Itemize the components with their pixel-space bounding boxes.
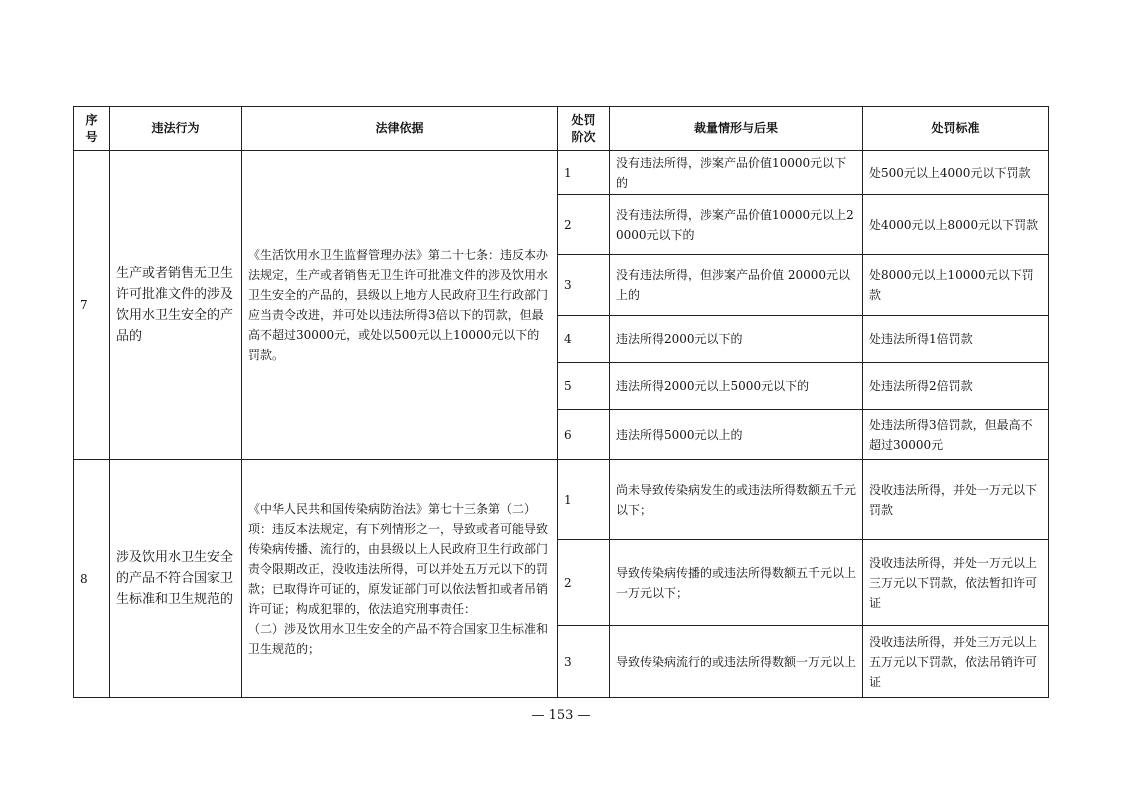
circumstance-cell: 导致传染病流行的或违法所得数额一万元以上: [610, 626, 863, 698]
penalty-standard-table: [73, 106, 1049, 698]
header-level-line-2: 阶次: [571, 129, 596, 144]
violation-behavior: 涉及饮用水卫生安全的产品不符合国家卫生标准和卫生规范的: [110, 460, 242, 698]
penalty-level: 6: [558, 410, 610, 460]
circumstance-cell: 没有违法所得，涉案产品价值10000元以上20000元以下的: [610, 195, 863, 255]
circumstance-cell: 违法所得5000元以上的: [610, 410, 863, 460]
penalty-level: 1: [558, 151, 610, 195]
penalty-standard-cell: 处违法所得3倍罚款，但最高不超过30000元: [863, 410, 1049, 460]
penalty-level: 3: [558, 255, 610, 316]
penalty-standard-cell: 处违法所得1倍罚款: [863, 316, 1049, 363]
legal-basis-text: 《中华人民共和国传染病防治法》第七十三条第（二）项：违反本法规定，有下列情形之一，导致或者可能导致传染病传播、流行的，由县级以上人民政府卫生行政部门责令限期改正，没收违法所得，可以并处五万元以下的罚款；已取得许可证的，原发证部门可以依法暂扣或者吊销许可证；构成犯罪的，依法追究刑事责任： （二）涉及饮用水卫生安全的产品不符合国家卫生标准和卫生规范的；: [248, 501, 549, 656]
table-header-row: [74, 107, 1049, 151]
circumstance-cell: 导致传染病传播的或违法所得数额五千元以上一万元以下；: [610, 540, 863, 626]
penalty-standard-cell: 没收违法所得，并处三万元以上五万元以下罚款，依法吊销许可证: [863, 626, 1049, 698]
header-standard: 处罚标准: [863, 107, 1049, 151]
legal-basis: 《生活饮用水卫生监督管理办法》第二十七条：违反本办法规定，生产或者销售无卫生许可批准文件的涉及饮用水卫生安全的产品的，县级以上地方人民政府卫生行政部门应当责令改进，并可处以违法所得3倍以下的罚款，但最高不超过30000元，或处以500元以上10000元以下的罚款。: [242, 151, 558, 460]
penalty-standard-cell: 处500元以上4000元以下罚款: [863, 151, 1049, 195]
header-no-char-1: 序: [85, 112, 98, 127]
legal-basis: [242, 460, 558, 698]
row-no: 7: [74, 151, 110, 460]
row-no: 8: [74, 460, 110, 698]
table-row: [74, 151, 1049, 195]
circumstance-cell: 没有违法所得，但涉案产品价值 20000元以上的: [610, 255, 863, 316]
header-level: [558, 107, 610, 151]
penalty-standard-cell: 没收违法所得，并处一万元以下罚款: [863, 460, 1049, 540]
penalty-level: 5: [558, 363, 610, 410]
header-no-char-2: 号: [85, 129, 98, 144]
violation-behavior: 生产或者销售无卫生许可批准文件的涉及饮用水卫生安全的产品的: [110, 151, 242, 460]
penalty-level: 4: [558, 316, 610, 363]
penalty-level: 2: [558, 195, 610, 255]
header-behavior: 违法行为: [110, 107, 242, 151]
circumstance-cell: 违法所得2000元以上5000元以下的: [610, 363, 863, 410]
header-basis: 法律依据: [242, 107, 558, 151]
circumstance-cell: 尚未导致传染病发生的或违法所得数额五千元以下；: [610, 460, 863, 540]
header-level-line-1: 处罚: [571, 112, 596, 127]
penalty-level: 1: [558, 460, 610, 540]
penalty-standard-cell: 处8000元以上10000元以下罚款: [863, 255, 1049, 316]
penalty-standard-cell: 处违法所得2倍罚款: [863, 363, 1049, 410]
header-circumstance: 裁量情形与后果: [610, 107, 863, 151]
penalty-standard-cell: 没收违法所得，并处一万元以上三万元以下罚款，依法暂扣许可证: [863, 540, 1049, 626]
penalty-level: 3: [558, 626, 610, 698]
circumstance-cell: 没有违法所得，涉案产品价值10000元以下的: [610, 151, 863, 195]
table-row: [74, 460, 1049, 540]
circumstance-cell: 违法所得2000元以下的: [610, 316, 863, 363]
penalty-standard-cell: 处4000元以上8000元以下罚款: [863, 195, 1049, 255]
penalty-level: 2: [558, 540, 610, 626]
page-number: — 153 —: [531, 708, 591, 723]
header-no: [74, 107, 110, 151]
